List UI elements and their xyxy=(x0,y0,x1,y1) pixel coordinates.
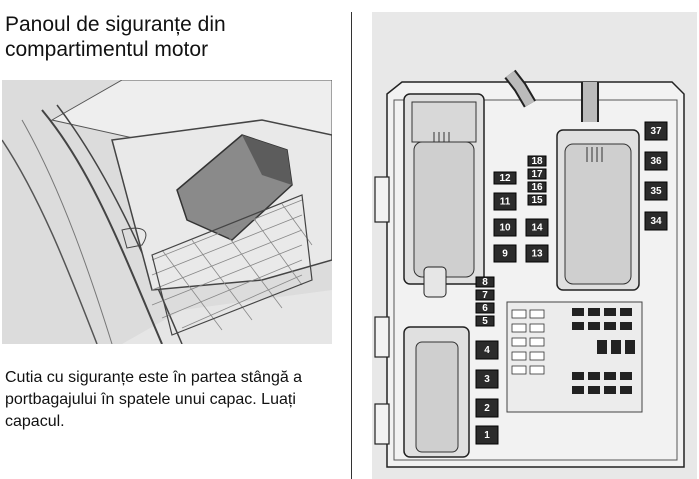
section-body: Cutia cu siguranțe este în partea stângă a portbagajului în spatele unui capac. Luați capacul. xyxy=(5,369,303,430)
fuse-label-36: 36 xyxy=(650,156,662,167)
fuse-label-7: 7 xyxy=(482,290,488,301)
fuse-label-8: 8 xyxy=(482,277,488,288)
fuse-label-3: 3 xyxy=(484,374,490,385)
fuse-label-13: 13 xyxy=(531,248,543,260)
fuse-label-16: 16 xyxy=(531,182,543,193)
fuse-label-9: 9 xyxy=(502,248,508,260)
fuse-label-18: 18 xyxy=(531,156,543,167)
fuse-label-34: 34 xyxy=(650,216,662,227)
fuse-label-2: 2 xyxy=(484,403,490,414)
fuse-label-4: 4 xyxy=(484,345,490,356)
fuse-label-15: 15 xyxy=(531,195,543,206)
fuse-label-5: 5 xyxy=(482,316,488,327)
fuse-label-12: 12 xyxy=(499,173,511,184)
fuse-label-11: 11 xyxy=(499,196,511,208)
section-title: Panoul de siguranțe din compartimentul motor xyxy=(5,13,226,61)
fuse-label-10: 10 xyxy=(499,222,511,234)
fuse-label-35: 35 xyxy=(650,186,662,197)
fuse-label-17: 17 xyxy=(531,169,543,180)
fuse-label-14: 14 xyxy=(531,222,543,234)
fuse-label-1: 1 xyxy=(484,430,490,441)
fuse-box-diagram xyxy=(372,12,697,479)
column-divider xyxy=(351,12,352,479)
fuse-label-37: 37 xyxy=(650,126,662,137)
fuse-label-6: 6 xyxy=(482,303,488,314)
fuse-box-cover-illustration xyxy=(2,80,332,344)
